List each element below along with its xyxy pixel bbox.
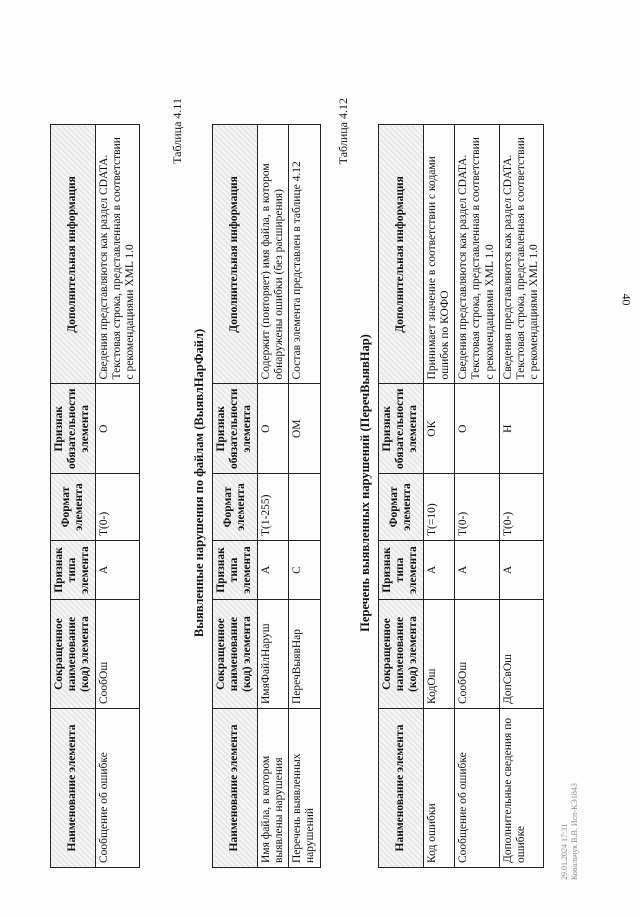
cell-code: ИмяФайлНаруш [257,600,288,709]
document-stamp [560,783,579,880]
cell-required: О [257,384,288,474]
cell-code: ПеречВыявНар [289,600,320,709]
table-header-row [379,125,424,868]
cell-info: Сведения представляются как раздел CDATA. Текстовая строка, представленная в соответствии с рекомендациями XML 1.0 [499,125,544,384]
table-continuation [50,124,140,868]
header-format: Формат элемента [213,474,258,541]
table-4-11-title: Выявленные нарушения по файлам (ВыявлНарФайл) [192,328,206,638]
header-name: Наименование элемента [379,709,424,868]
header-type: Признак типа элемента [379,541,424,600]
cell-info: Состав элемента представлен в таблице 4.12 [289,125,320,384]
header-type: Признак типа элемента [213,541,258,600]
cell-info: Принимает значение в соответствии с кодами ошибок по КОФО [423,125,454,384]
header-required: Признак обязательности элемента [51,384,96,474]
cell-required: Н [499,384,544,474]
cell-info: Сведения представляются как раздел CDATA. Текстовая строка, представленная в соответствии с рекомендациями XML 1.0 [95,125,140,384]
header-required: Признак обязательности элемента [379,384,424,474]
header-info: Дополнительная информация [379,125,424,384]
table-row [95,125,140,868]
cell-format: T(0-) [499,474,544,541]
table-4-12 [378,124,544,868]
cell-required: ОК [423,384,454,474]
header-code: Сокращенное наименование (код) элемента [379,600,424,709]
cell-code: СообОш [95,600,140,709]
cell-format [289,474,320,541]
header-required: Признак обязательности элемента [213,384,258,474]
stamp-line-2: Ковальчук В.В. Исп-КЭ1843 [569,783,579,880]
table-row [455,125,500,868]
cell-name: Имя файла, в котором выявлены нарушения [257,709,288,868]
cell-type: А [257,541,288,600]
cell-code: ДопСвОш [499,600,544,709]
stamp-line-1: 29.01.2024 17:31 [560,823,569,880]
table-4-12-title: Перечень выявленных нарушений (ПеречВыявНар) [358,334,372,632]
cell-type: С [289,541,320,600]
cell-code: КодОш [423,600,454,709]
table-header-row [51,125,96,868]
header-code: Сокращенное наименование (код) элемента [213,600,258,709]
table-row [423,125,454,868]
cell-format: T(0-) [455,474,500,541]
table-4-11-caption: Таблица 4.11 [170,98,184,164]
table-4-12-caption: Таблица 4.12 [336,98,350,165]
table-row [499,125,544,868]
cell-required: ОМ [289,384,320,474]
cell-format: T(0-) [95,474,140,541]
header-name: Наименование элемента [51,709,96,868]
header-info: Дополнительная информация [213,125,258,384]
cell-name: Дополнительные сведения по ошибке [499,709,544,868]
header-type: Признак типа элемента [51,541,96,600]
cell-format: T(1-255) [257,474,288,541]
cell-info: Сведения представляются как раздел CDATA. Текстовая строка, представленная в соответствии с рекомендациями XML 1.0 [455,125,500,384]
cell-info: Содержит (повторяет) имя файла, в котором обнаружены ошибки (без расширения) [257,125,288,384]
cell-format: T(=10) [423,474,454,541]
table-row [289,125,320,868]
cell-type: А [499,541,544,600]
cell-type: А [423,541,454,600]
cell-required: О [95,384,140,474]
cell-type: А [95,541,140,600]
cell-name: Перечень выявленных нарушений [289,709,320,868]
cell-required: О [455,384,500,474]
header-code: Сокращенное наименование (код) элемента [51,600,96,709]
table-row [257,125,288,868]
table-header-row [213,125,258,868]
cell-type: А [455,541,500,600]
header-format: Формат элемента [379,474,424,541]
cell-code: СообОш [455,600,500,709]
header-format: Формат элемента [51,474,96,541]
page-number: 40 [619,293,634,306]
cell-name: Сообщение об ошибке [95,709,140,868]
cell-name: Сообщение об ошибке [455,709,500,868]
cell-name: Код ошибки [423,709,454,868]
table-4-11 [212,124,321,868]
header-name: Наименование элемента [213,709,258,868]
rotated-content [20,28,620,888]
header-info: Дополнительная информация [51,125,96,384]
